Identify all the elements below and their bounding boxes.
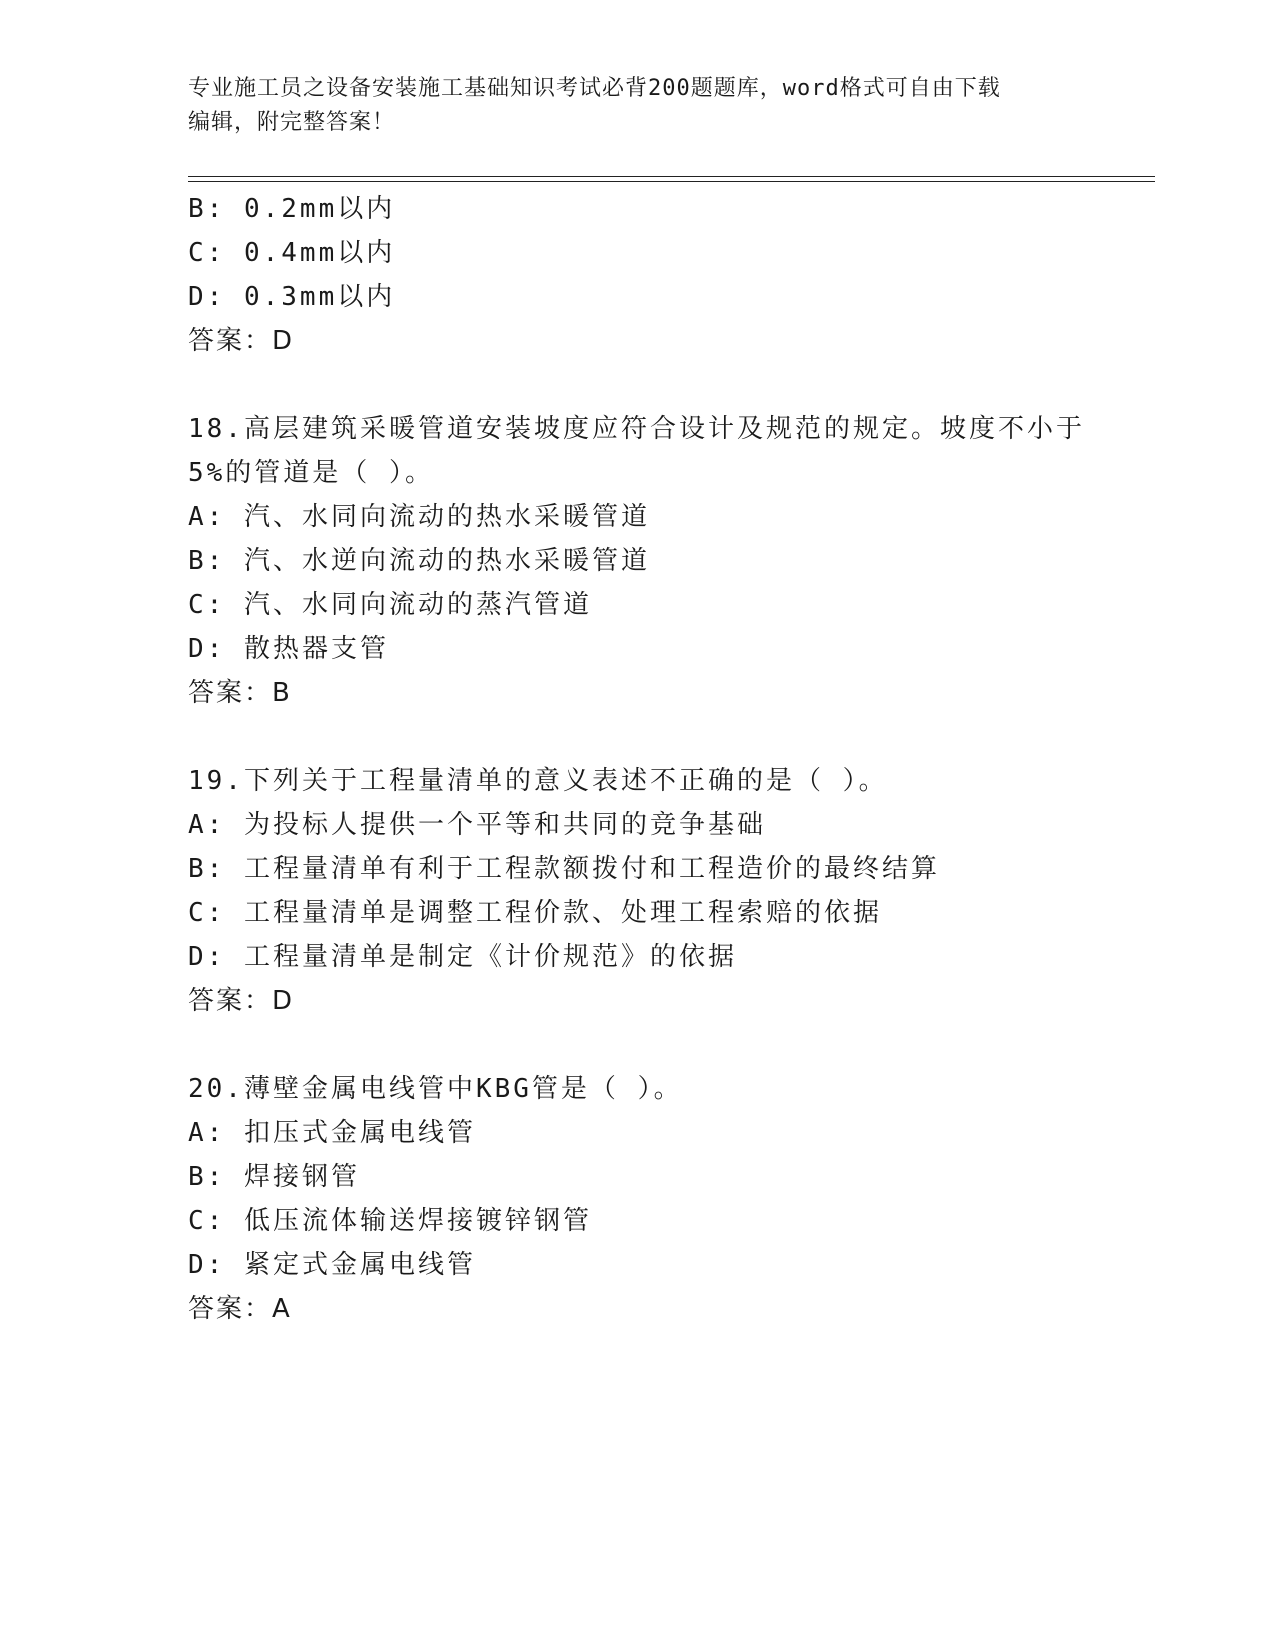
q18-option-b: B: 汽、水逆向流动的热水采暖管道	[188, 546, 650, 576]
q19-stem: 19.下列关于工程量清单的意义表述不正确的是（ ）。	[188, 766, 888, 796]
document-header	[188, 72, 1078, 140]
prev-option-c: C: 0.4mm以内	[188, 238, 396, 268]
prev-option-d: D: 0.3mm以内	[188, 282, 396, 312]
q19-option-c: C: 工程量清单是调整工程价款、处理工程索赔的依据	[188, 898, 882, 928]
prev-option-b: B: 0.2mm以内	[188, 194, 396, 224]
q18-option-d: D: 散热器支管	[188, 634, 389, 664]
q20-stem: 20.薄壁金属电线管中KBG管是（ ）。	[188, 1074, 683, 1104]
q20-option-a: A: 扣压式金属电线管	[188, 1118, 476, 1148]
header-title-line-1: 专业施工员之设备安装施工基础知识考试必背200题题库，word格式可自由下载	[188, 76, 1001, 101]
q18-stem-line-2: 5%的管道是（ ）。	[188, 458, 434, 488]
q20-answer: 答案：A	[188, 1294, 292, 1324]
q18-answer: 答案：B	[188, 678, 292, 708]
header-rule-top	[188, 176, 1155, 177]
prev-answer: 答案：D	[188, 326, 295, 356]
q20-option-c: C: 低压流体输送焊接镀锌钢管	[188, 1206, 592, 1236]
header-rule-bottom	[188, 181, 1155, 182]
header-title-line-2: 编辑，附完整答案！	[188, 110, 396, 135]
q18-option-c: C: 汽、水同向流动的蒸汽管道	[188, 590, 592, 620]
q18-stem-line-1: 18.高层建筑采暖管道安装坡度应符合设计及规范的规定。坡度不小于	[188, 414, 1085, 444]
q20-option-b: B: 焊接钢管	[188, 1162, 360, 1192]
q18-option-a: A: 汽、水同向流动的热水采暖管道	[188, 502, 650, 532]
q19-option-b: B: 工程量清单有利于工程款额拨付和工程造价的最终结算	[188, 854, 940, 884]
q19-answer: 答案：D	[188, 986, 295, 1016]
q19-option-a: A: 为投标人提供一个平等和共同的竞争基础	[188, 810, 766, 840]
q20-option-d: D: 紧定式金属电线管	[188, 1250, 476, 1280]
q19-option-d: D: 工程量清单是制定《计价规范》的依据	[188, 942, 737, 972]
